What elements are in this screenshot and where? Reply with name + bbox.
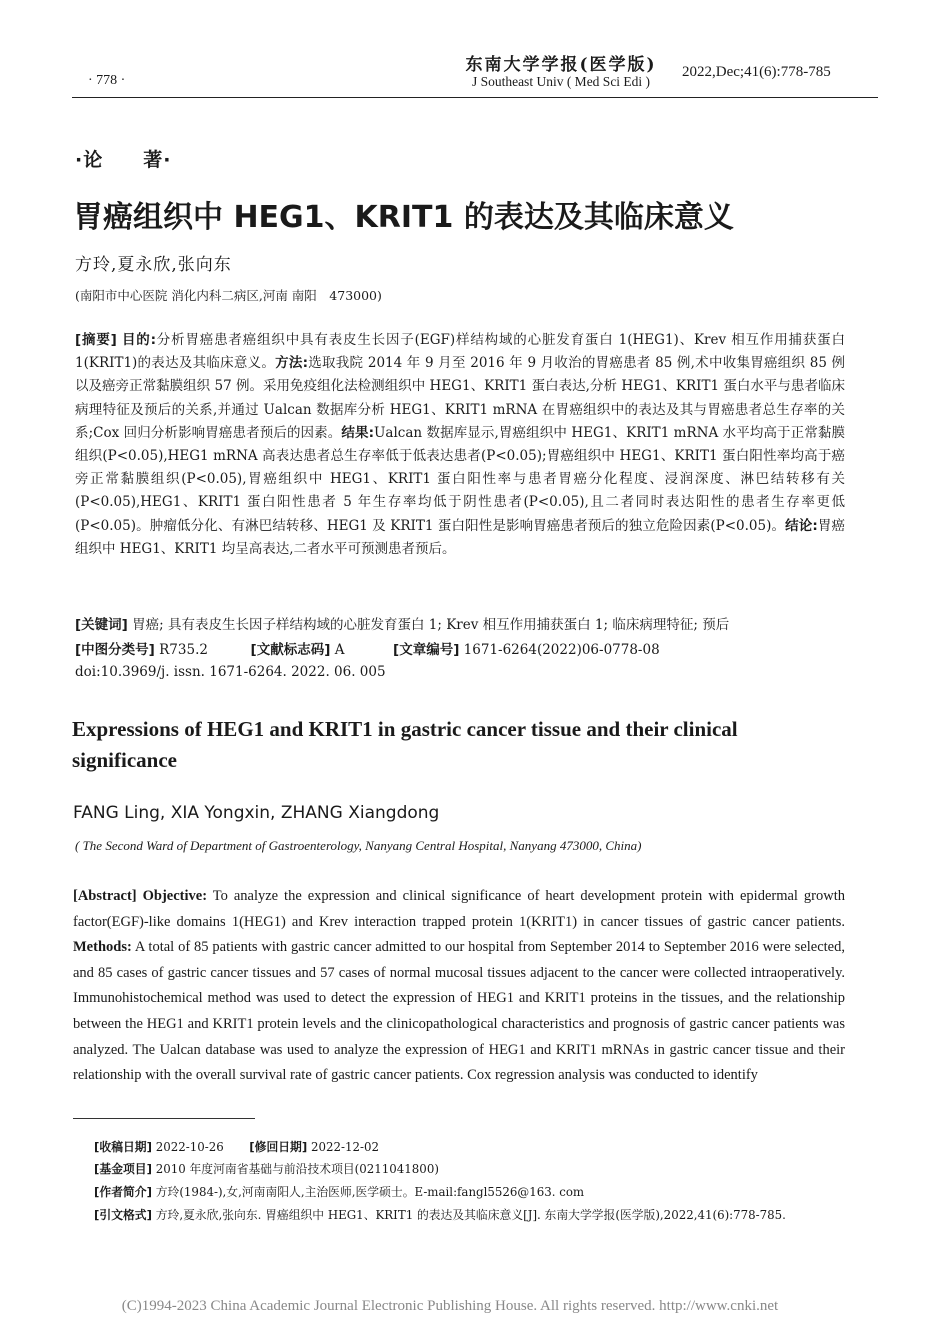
- keywords-cn: [75, 613, 855, 633]
- objective-en-text: To analyze the expression and clinical significance of heart development protein with epidermal growth factor(EGF)-like domains 1(HEG1) and Krev interaction trapped protein 1(KRIT1) in cancer tissues of gastric cancer patients.: [73, 888, 846, 930]
- footnote-author: [94, 1183, 584, 1200]
- revised-date: 2022-12-02: [311, 1140, 380, 1154]
- issue-info: 2022,Dec;41(6):778-785: [682, 64, 831, 80]
- article-title-en: Expressions of HEG1 and KRIT1 in gastric cancer tissue and their clinical significance: [72, 717, 738, 772]
- copyright-notice: (C)1994-2023 China Academic Journal Electronic Publishing House. All rights reserved. http://www.cnki.net: [121, 1298, 779, 1314]
- methods-en-text: A total of 85 patients with gastric cancer admitted to our hospital from September 2014 to September 2016 were selected, and 85 cases of gastric cancer tissues and 57 cases of normal mucosal tissues adjacent to the cancer were collected intraoperatively. Immunohistochemical method was used to detect the expression of HEG1 and KRIT1 proteins in the tissues, and the relationship between the HEG1 and KRIT1 protein levels and the clinicopathological characteristics and prognosis of gastric cancer patients was analyzed. The Ualcan database was used to analyze the expression of HEG1 and KRIT1 mRNAs in gastric cancer tissue and their relationship with the overall survival rate of gastric cancer patients. Cox regression analysis was conducted to identify: [73, 939, 845, 1084]
- revised-label: [修回日期]: [249, 1140, 308, 1154]
- clc-label: [中图分类号]: [75, 642, 155, 658]
- results-cn-text: Ualcan 数据库显示,胃癌组织中 HEG1、KRIT1 mRNA 水平均高于正常黏膜组织(P<0.05),HEG1 mRNA 高表达患者总生存率低于低表达患者(P<0.05);胃癌组织中 HEG1、KRIT1 蛋白阳性率均高于癌旁正常黏膜组织(P<0.05),胃癌组织中 HEG1、KRIT1 蛋白阳性率与患者胃癌分化程度、浸润深度、淋巴结转移有关(P<0.05),HEG1、KRIT1 蛋白阳性患者 5 年生存率均低于阴性患者(P<0.05),且二者同时表达阳性的患者生存率更低(P<0.05)。肿瘤低分化、有淋巴结转移、HEG1 及 KRIT1 蛋白阳性是影响胃癌患者预后的独立危险因素(P<0.05)。: [75, 424, 845, 534]
- citation-text: 方玲,夏永欣,张向东. 胃癌组织中 HEG1、KRIT1 的表达及其临床意义[J]. 东南大学学报(医学版),2022,41(6):778-785.: [155, 1208, 786, 1222]
- fund-text: 2010 年度河南省基础与前沿技术项目(0211041800): [155, 1162, 439, 1176]
- conclusion-cn-label: 结论:: [785, 517, 818, 534]
- footnote-rule: [73, 1118, 255, 1119]
- article-number-label: [文章编号]: [393, 642, 460, 658]
- affiliation-en: ( The Second Ward of Department of Gastroenterology, Nanyang Central Hospital, Nanyang 473000, China): [75, 838, 642, 853]
- section-label: ·论 著·: [75, 149, 172, 171]
- keywords-cn-text: 胃癌; 具有表皮生长因子样结构域的心脏发育蛋白 1; Krev 相互作用捕获蛋白 1; 临床病理特征; 预后: [132, 617, 730, 633]
- received-date: 2022-10-26: [155, 1140, 224, 1154]
- clc-value: R735.2: [159, 642, 208, 658]
- affiliation-cn: (南阳市中心医院 消化内科二病区,河南 南阳 473000): [75, 288, 382, 303]
- journal-title-en: J Southeast Univ ( Med Sci Edi ): [471, 74, 651, 89]
- journal-title-cn: 东南大学学报(医学版): [465, 55, 657, 75]
- doi: doi:10.3969/j. issn. 1671-6264. 2022. 06. 005: [75, 664, 386, 680]
- abstract-cn: [75, 329, 845, 561]
- footnote-citation: [94, 1206, 786, 1223]
- methods-cn-text: 选取我院 2014 年 9 月至 2016 年 9 月收治的胃癌患者 85 例,术中收集胃癌组织 85 例以及癌旁正常黏膜组织 57 例。采用免疫组化法检测组织中 HEG1、KRIT1 蛋白表达,分析 HEG1、KRIT1 蛋白水平与患者临床病理特征及预后的关系,并通过 Ualcan 数据库分析 HEG1、KRIT1 mRNA 在胃癌组织中的表达及其与胃癌患者总生存率的关系;Cox 回归分析影响胃癌患者预后的因素。: [75, 355, 845, 441]
- keywords-cn-label: [关键词]: [75, 617, 128, 633]
- author-bio-label: [作者简介]: [94, 1185, 152, 1199]
- abstract-cn-label: [摘要]: [75, 332, 117, 348]
- fund-label: [基金项目]: [94, 1162, 152, 1176]
- objective-en-label: Objective:: [142, 888, 208, 904]
- classification-row: [75, 638, 855, 658]
- authors-en: FANG Ling, XIA Yongxin, ZHANG Xiangdong: [73, 803, 440, 823]
- footnote-fund: [94, 1160, 439, 1177]
- doc-code-label: [文献标志码]: [250, 642, 331, 658]
- abstract-en-label: [Abstract]: [73, 888, 137, 904]
- objective-cn-text: 分析胃癌患者癌组织中具有表皮生长因子(EGF)样结构域的心脏发育蛋白 1(HEG1)、Krev 相互作用捕获蛋白 1(KRIT1)的表达及其临床意义。: [75, 332, 845, 372]
- header-rule: [72, 97, 878, 98]
- conclusion-cn-text: 胃癌组织中 HEG1、KRIT1 均呈高表达,二者水平可预测患者预后。: [75, 517, 845, 557]
- article-title-cn: 胃癌组织中 HEG1、KRIT1 的表达及其临床意义: [73, 200, 734, 235]
- citation-label: [引文格式]: [94, 1208, 152, 1222]
- abstract-en: [73, 884, 845, 1089]
- author-bio-text: 方玲(1984-),女,河南南阳人,主治医师,医学硕士。E-mail:fangl5526@163. com: [155, 1185, 585, 1199]
- methods-cn-label: 方法:: [275, 355, 309, 372]
- article-number-value: 1671-6264(2022)06-0778-08: [463, 642, 660, 658]
- authors-cn: 方玲,夏永欣,张向东: [75, 255, 232, 275]
- received-label: [收稿日期]: [94, 1140, 152, 1154]
- objective-cn-label: 目的:: [121, 332, 156, 348]
- footnote-dates: [94, 1138, 379, 1155]
- doc-code-value: A: [334, 642, 345, 658]
- methods-en-label: Methods:: [73, 939, 132, 956]
- results-cn-label: 结果:: [341, 424, 375, 441]
- page-number: · 778 ·: [88, 73, 126, 88]
